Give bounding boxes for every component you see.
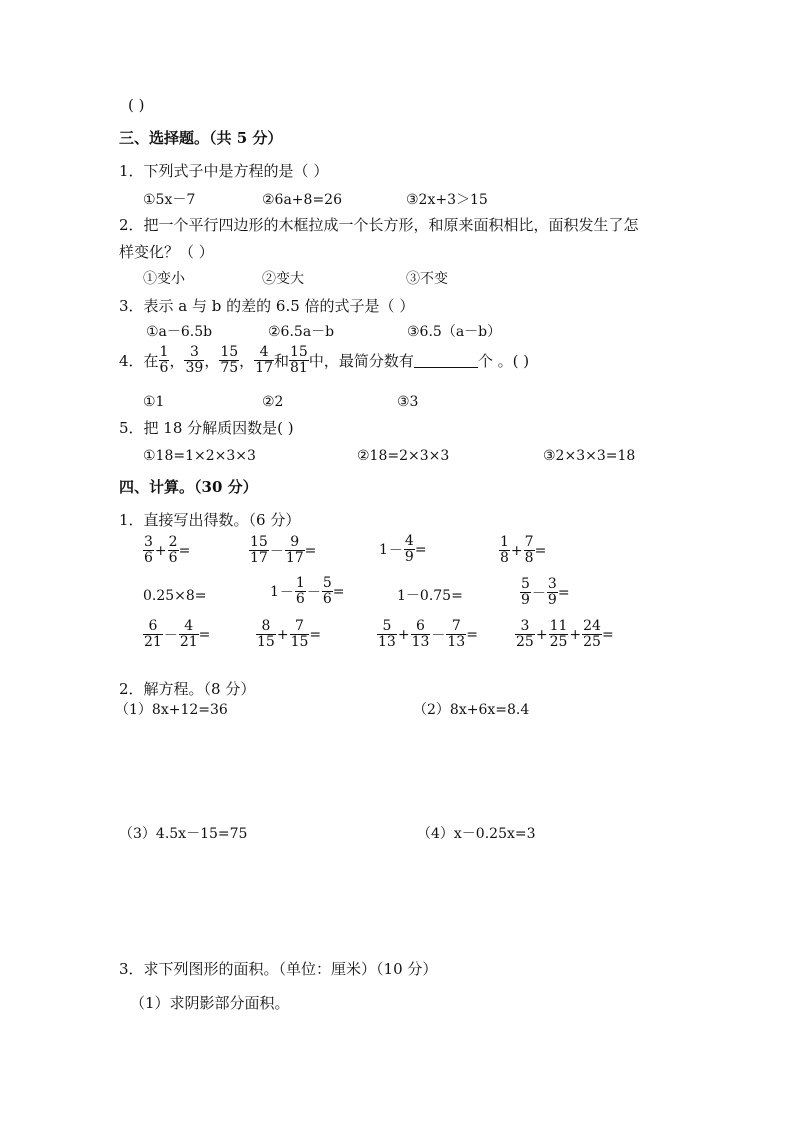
answer-paren: ( ) xyxy=(128,96,145,114)
q1-option-2: ②6a+8=26 xyxy=(262,192,342,208)
calc-r2-c: 1－0.75= xyxy=(397,588,463,604)
calc-3-sub: （1）求阴影部分面积。 xyxy=(130,994,290,1012)
q4-option-2: ②2 xyxy=(262,394,284,410)
question-2-line1: 2．把一个平行四边形的木框拉成一个长方形，和原来面积相比，面积发生了怎 xyxy=(119,216,639,234)
calc-r1-b: $\frac{15}{17}$ － $\frac{9}{17}$ = xyxy=(250,534,317,566)
q4-tail: 个 。( ) xyxy=(477,352,530,370)
q4-option-3: ③3 xyxy=(397,394,419,410)
calc-1-title: 1．直接写出得数。（6 分） xyxy=(119,511,301,529)
q4-suffix: 中，最简分数有 xyxy=(308,352,414,370)
calc-3-title: 3．求下列图形的面积。（单位：厘米）（10 分） xyxy=(119,960,438,978)
q1-option-3: ③2x+3＞15 xyxy=(406,192,488,208)
q4-fraction-4: $\frac{4}{17}$ xyxy=(255,344,273,376)
q5-option-2: ②18=2×3×3 xyxy=(357,448,450,464)
q1-option-1: ①5x－7 xyxy=(143,192,196,208)
calc-r3-a: $\frac{6}{21}$ － $\frac{4}{21}$ = xyxy=(144,618,211,650)
q5-option-1: ①18=1×2×3×3 xyxy=(143,448,256,464)
q4-answer-blank[interactable] xyxy=(414,353,478,368)
question-2-line2: 样变化？（ ） xyxy=(119,243,214,261)
question-3: 3．表示 a 与 b 的差的 6.5 倍的式子是（ ） xyxy=(119,297,415,315)
section-title-choice: 三、选择题。（共 5 分） xyxy=(119,129,283,147)
calc-2-title: 2．解方程。（8 分） xyxy=(119,680,256,698)
calc-r2-b: 1 － $\frac{1}{6}$ － $\frac{5}{6}$ = xyxy=(270,575,345,607)
calc-r1-a: $\frac{3}{6}$ + $\frac{2}{6}$ = xyxy=(144,534,191,566)
q4-fraction-5: $\frac{15}{81}$ xyxy=(290,344,308,376)
calc-r2-d: $\frac{5}{9}$ － $\frac{3}{9}$ = xyxy=(521,576,570,608)
equation-2: （2）8x+6x=8.4 xyxy=(413,702,530,718)
calc-r3-c: $\frac{5}{13}$ + $\frac{6}{13}$ － $\frac{7}{13}$ = xyxy=(378,618,478,650)
q3-option-3: ③6.5（a－b） xyxy=(407,324,502,340)
question-1: 1．下列式子中是方程的是（ ） xyxy=(119,162,329,180)
q2-option-3: ③不变 xyxy=(406,271,448,287)
equation-3: （3）4.5x－15=75 xyxy=(119,826,248,842)
q3-option-2: ②6.5a－b xyxy=(268,324,335,340)
equation-4: （4）x－0.25x=3 xyxy=(417,826,536,842)
calc-r3-b: $\frac{8}{15}$ + $\frac{7}{15}$ = xyxy=(257,618,322,650)
calc-r3-d: $\frac{3}{25}$ + $\frac{11}{25}$ + $\frac{24}{25}$ = xyxy=(516,618,614,650)
question-5: 5．把 18 分解质因数是( ) xyxy=(119,419,294,437)
calc-r1-c: 1 － $\frac{4}{9}$ = xyxy=(379,533,427,565)
q4-fraction-1: $\frac{1}{6}$ xyxy=(159,344,169,376)
question-4: 4．在 $\frac{1}{6}$ ， $\frac{3}{39}$ ， $\frac{15}{75}$ ， $\frac{4}{17}$ 和 $\frac{15}{81}$ 中，最简分数有 个 。( ) xyxy=(119,344,530,376)
q4-option-1: ①1 xyxy=(143,394,165,410)
q4-fraction-3: $\frac{15}{75}$ xyxy=(220,344,239,376)
q5-option-3: ③2×3×3=18 xyxy=(543,448,636,464)
equation-1: （1）8x+12=36 xyxy=(115,702,228,718)
q4-prefix: 4．在 xyxy=(119,352,159,370)
section-title-calc: 四、计算。（30 分） xyxy=(119,478,258,496)
q2-option-1: ①变小 xyxy=(143,271,185,287)
calc-r1-d: $\frac{1}{8}$ + $\frac{7}{8}$ = xyxy=(500,534,547,566)
calc-r2-a: 0.25×8= xyxy=(143,588,207,604)
q3-option-1: ①a－6.5b xyxy=(146,324,213,340)
q4-fraction-2: $\frac{3}{39}$ xyxy=(185,344,204,376)
q2-option-2: ②变大 xyxy=(262,271,304,287)
